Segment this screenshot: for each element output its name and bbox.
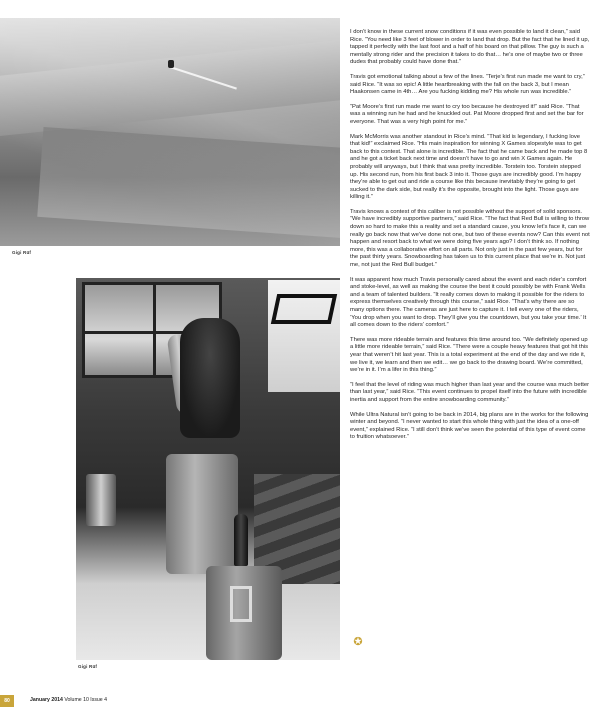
article-body: [350, 29, 590, 442]
photo-snow-slope: [0, 18, 340, 246]
rider-figure: [168, 60, 174, 68]
person-figure: [180, 318, 240, 438]
article-paragraph: Mark McMorris was another standout in Rice’s mind. “That kid is legendary, I fucking love that kid!” exclaimed Rice. “His main inspiration for winning X Games slopestyle was to get back to this contest. That alone is incredible. The fact that he came back and he made top 8 and he got a ticket back next time and doesn’t have to go and win X Games again. He probably will anyways, but I think that was pretty incredible. Torstein too. Torstein stepped up. His second run, from his first back 3 into it. Those guys are incredibly good. I’m happy they’re able to get out and ride a course like this because inevitably they’re going to get sucked to the dark side, but really it’s the opposite, brought into the light. Those guys are killing it.”: [350, 133, 588, 201]
sponsor-logo: [271, 294, 337, 324]
issue-info: [30, 697, 107, 703]
photo-credit-top: Gigi Rüf: [12, 250, 32, 255]
tree-stump: [206, 566, 282, 660]
can: [86, 474, 116, 526]
bottle: [234, 514, 248, 566]
snow-ridge: [0, 38, 340, 137]
article-paragraph: “Pat Moore’s first run made me want to cry too because he destroyed it!” said Rice. “That was a winning run he had and he knuckled out. Pat Moore dropped first and set the bar for everyone. That was a very high point for me.”: [350, 103, 584, 125]
issue-volume: Volume 10 Issue 4: [64, 697, 108, 703]
article-paragraph: “I feel that the level of riding was much higher than last year and the course was much better than last year,” said Rice. “This event continues to propel itself into the future with incredible inertia and support from the entire snowboarding community.”: [350, 381, 590, 403]
tree-stump: [166, 454, 238, 574]
article-paragraph: Travis knows a contest of this caliber is not possible without the support of solid sponsors. “We have incredibly supportive partners,” said Rice. “The fact that Red Bull is willing to throw down so hard to make this a reality and set a standard cause, you know let’s face it, can we really go back now that we’ve done not one, but two of these events now? Can this event not happen and resort back to what we were doing five years ago? I don’t think so. If nothing more, this was a collaborative effort on all parts. Not only just in the past few years, but for the past thirty years. Snowboarding has taken us to this current place that we’re in. Not just me, not just the Red Bull budget.”: [350, 208, 590, 269]
article-paragraph: I don’t know in these current snow conditions if it was even possible to land it clean,” said Rice. “You need like 3 feet of blower in order to land that drop. But the fact that he lined it up, tapped it perfectly with the last foot and a half of his board on that pillow. The guy is such a mentally strong rider and the precision it takes to do that… he’s one of maybe two or three dudes that probably could have done that.”: [350, 29, 590, 66]
photo-rider-portrait: [76, 278, 340, 660]
end-mark-icon: ✪: [353, 636, 363, 648]
photo-credit-bottom: Gigi Rüf: [78, 664, 98, 669]
issue-date: January 2014: [30, 697, 63, 703]
article-paragraph: It was apparent how much Travis personally cared about the event and each rider’s comfort and stoke-level, as well as making the course the best it could possibly be with Frank Wells and a team of talented builders. “It really comes down to making it possible for the riders to express themselves creatively through this course,” said Rice. “That’s why there are so many options there. The cameras are just here to capture it. I tell every one of the riders, ‘You drop when you want to drop. They’ll give you the countdown, but you take your time.’ It all comes down to the riders’ comfort.”: [350, 276, 587, 329]
sponsor-sign: [268, 280, 340, 392]
article-paragraph: While Ultra Natural isn’t going to be back in 2014, big plans are in the works for the following winter and beyond. “I never wanted to start this whole thing with just the idea of a one-off event,” explained Rice. “I still don’t think we’ve seen the potential of this type of event come to fruition whatsoever.”: [350, 411, 589, 441]
page-footer: [0, 695, 600, 707]
page-number: 80: [0, 695, 14, 707]
article-paragraph: Travis got emotional talking about a few of the lines. “Terje’s first run made me want to cry,” said Rice. “It was so epic! A little heartbreaking with the fall on the back 3, but I mean Haakonsen came in 4th… Are you fucking kidding me? His whole run was incredible.”: [350, 73, 585, 96]
article-paragraph: There was more rideable terrain and features this time around too. “We definitely opened up a little more rideable terrain,” said Rice. “There were a couple heavy features that got hit this year that weren’t hit last year. This is a total experiment at the end of the day and we ride it, we live it, we learn and then we edit… we go back to the drawing board. We’re committed, we’re in it. I’m a lifer in this thing.”: [350, 336, 589, 374]
snow-ridge: [37, 127, 340, 239]
